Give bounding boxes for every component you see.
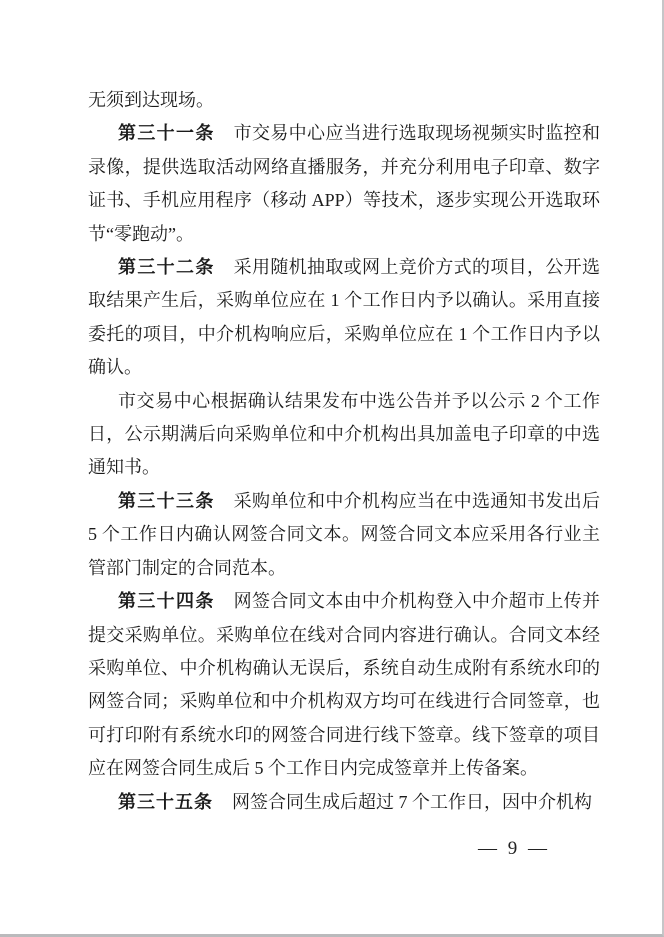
paragraph: [88, 84, 600, 117]
paragraph: [88, 251, 600, 385]
paragraph-text: 市交易中心根据确认结果发布中选公告并予以公示 2 个工作日，公示期满后向采购单位和中介机构出具加盖电子印章的中选通知书。: [88, 390, 600, 478]
page-number: — 9 —: [478, 838, 550, 859]
document-body: [88, 84, 600, 819]
paragraph: [88, 117, 600, 251]
paragraph-text: 市交易中心应当进行选取现场视频实时监控和录像，提供选取活动网络直播服务，并充分利用电子印章、数字证书、手机应用程序（移动 APP）等技术，逐步实现公开选取环节“零跑动”。: [88, 123, 601, 244]
paragraph: [88, 485, 600, 585]
paragraph-text: 网签合同生成后超过 7 个工作日，因中介机构: [232, 791, 592, 812]
article-number: 第三十三条: [118, 490, 215, 511]
paragraph-text: 网签合同文本由中介机构登入中介超市上传并提交采购单位。采购单位在线对合同内容进行确认。合同文本经采购单位、中介机构确认无误后，系统自动生成附有系统水印的网签合同；采购单位和中介机构双方均可在线进行合同签章，也可打印附有系统水印的网签合同进行线下签章。线下签章的项目应在网签合同生成后 5 个工作日内完成签章并上传备案。: [88, 591, 601, 779]
paragraph-text: 采购单位和中介机构应当在中选通知书发出后 5 个工作日内确认网签合同文本。网签合同文本应采用各行业主管部门制定的合同范本。: [88, 490, 601, 578]
paragraph: [88, 786, 600, 819]
paragraph-text: 无须到达现场。: [88, 90, 214, 110]
article-number: 第三十四条: [118, 591, 215, 612]
paragraph: [88, 585, 600, 785]
article-number: 第三十一条: [118, 123, 215, 144]
article-number: 第三十二条: [118, 257, 215, 278]
paragraph-text: 采用随机抽取或网上竞价方式的项目，公开选取结果产生后，采购单位应在 1 个工作日内予以确认。采用直接委托的项目，中介机构响应后，采购单位应在 1 个工作日内予以确认。: [88, 257, 601, 378]
article-number: 第三十五条: [118, 791, 213, 812]
paragraph: [88, 385, 600, 485]
